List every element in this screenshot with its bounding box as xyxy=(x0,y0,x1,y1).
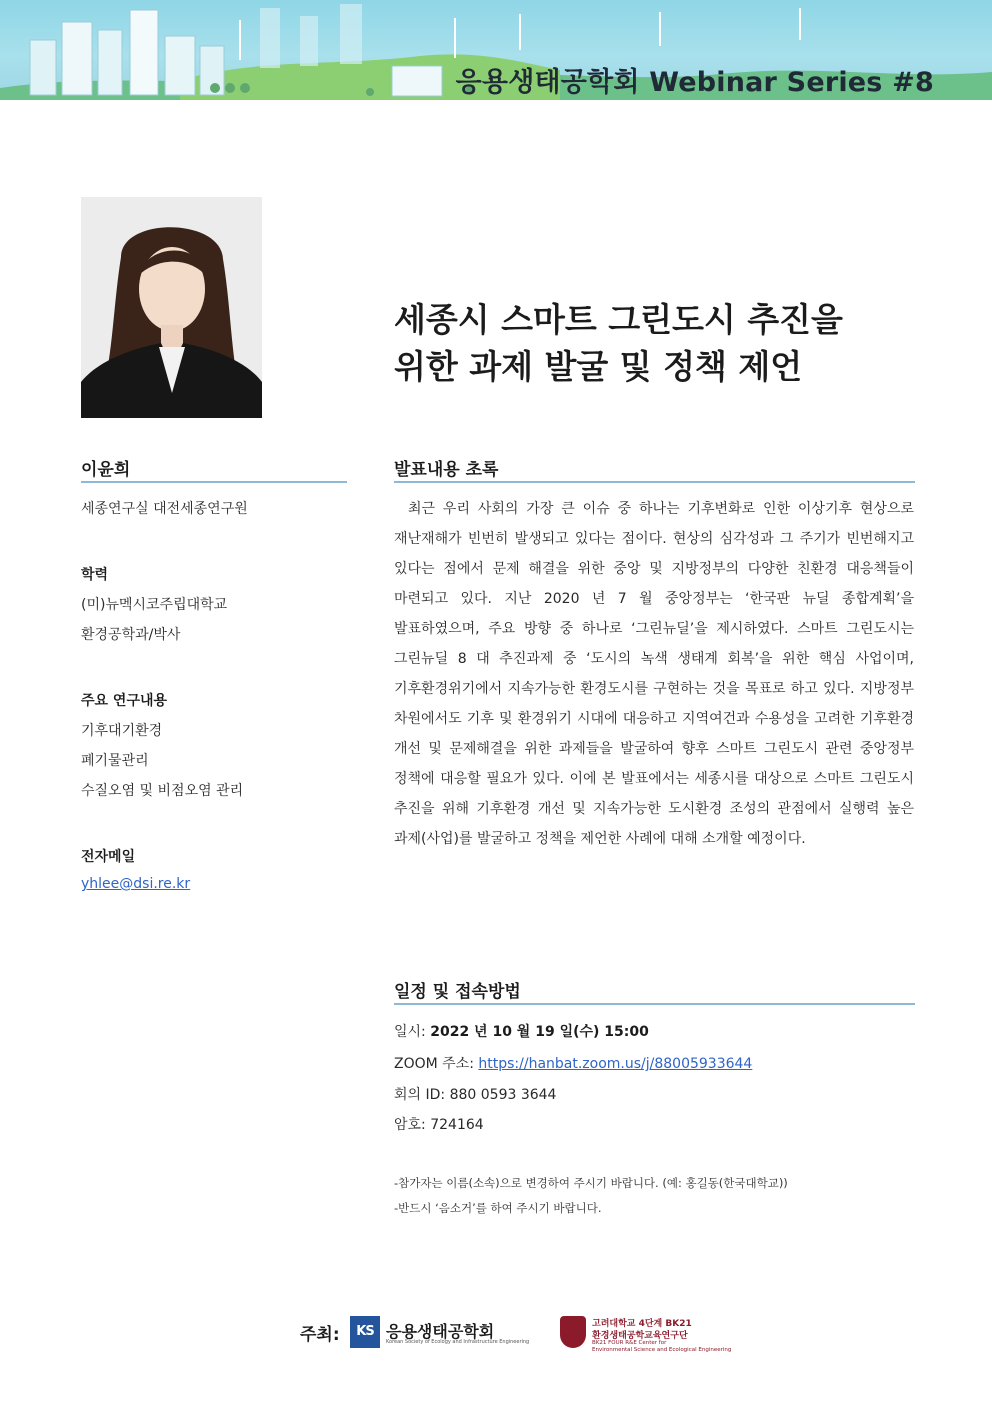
host-label: 주최: xyxy=(300,1325,340,1345)
abstract-heading: 발표내용 초록 xyxy=(394,460,499,480)
ku-english-line1: BK21 FOUR R&E Center for xyxy=(592,1340,667,1346)
password-label: 암호: xyxy=(394,1117,426,1133)
ku-group-name: 환경생태공학교육연구단 xyxy=(592,1331,688,1341)
date-label: 일시: xyxy=(394,1024,426,1040)
ku-bk21-line: 고려대학교 4단계 BK21 xyxy=(592,1319,692,1329)
research-heading: 주요 연구내용 xyxy=(81,693,168,709)
speaker-divider xyxy=(81,481,347,483)
korea-university-seal-icon xyxy=(560,1316,586,1348)
email-heading: 전자메일 xyxy=(81,849,136,865)
date-value: 2022 년 10 월 19 일(수) 15:00 xyxy=(430,1024,649,1040)
webinar-series-title: 응용생태공학회 Webinar Series #8 xyxy=(455,67,934,98)
zoom-label: ZOOM 주소: xyxy=(394,1056,474,1072)
ks-society-subtitle: Korean Society of Ecology and Infrastructure Engineering xyxy=(386,1339,530,1345)
speaker-affiliation: 세종연구실 대전세종연구원 xyxy=(81,501,248,517)
mute-note: -반드시 ‘음소거’를 하여 주시기 바랍니다. xyxy=(394,1201,602,1215)
research-item: 폐기물관리 xyxy=(81,753,149,769)
header-banner xyxy=(0,0,992,100)
password-row xyxy=(394,1114,484,1134)
abstract-divider xyxy=(394,481,915,483)
password-value: 724164 xyxy=(430,1117,484,1133)
education-item: (미)뉴멕시코주립대학교 xyxy=(81,597,228,613)
speaker-photo xyxy=(81,197,262,418)
schedule-divider xyxy=(394,1003,915,1005)
email-link[interactable]: yhlee@dsi.re.kr xyxy=(81,876,191,892)
education-heading: 학력 xyxy=(81,567,109,583)
research-item: 기후대기환경 xyxy=(81,723,163,739)
zoom-link[interactable]: https://hanbat.zoom.us/j/88005933644 xyxy=(478,1056,753,1072)
zoom-row xyxy=(394,1053,752,1073)
ks-logo: KS xyxy=(350,1316,380,1348)
abstract-text: 최근 우리 사회의 가장 큰 이슈 중 하나는 기후변화로 인한 이상기후 현상으로 재난재해가 빈번히 발생되고 있다는 점이다. 현상의 심각성과 그 주기가 빈번해지고 있다는 점에서 문제 해결을 위한 중앙 및 지방정부의 다양한 친환경 대응책들이 마련되고 있다. 지난 2020 년 7 월 중앙정부는 ‘한국판 뉴딜 종합계획’을 발표하였으며, 주요 방향 중 하나로 ‘그린뉴딜’을 제시하였다. 스마트 그린도시는 그린뉴딜 8 대 추진과제 중 ‘도시의 녹색 생태계 회복’을 위한 핵심 사업이며, 기후환경위기에서 지속가능한 환경도시를 구현하는 것을 목표로 하고 있다. 지방정부 차원에서도 기후 및 환경위기 시대에 대응하고 지역여건과 수용성을 고려한 기후환경 개선 및 문제해결을 위한 과제들을 발굴하여 향후 스마트 그린도시 관련 중앙정부 정책에 대응할 필요가 있다. 이에 본 발표에서는 세종시를 대상으로 스마트 그린도시 추진을 위해 기후환경 개선 및 지속가능한 도시환경 조성의 관점에서 실행력 높은 과제(사업)를 발굴하고 정책을 제언한 사례에 대해 소개할 예정이다. xyxy=(394,501,914,847)
ks-society-name: 응용생태공학회 xyxy=(386,1322,495,1341)
talk-title xyxy=(394,296,843,390)
meeting-id-label: 회의 ID: xyxy=(394,1087,446,1103)
ku-english-line2: Environmental Science and Ecological Engineering xyxy=(592,1347,732,1353)
education-item: 환경공학과/박사 xyxy=(81,627,181,643)
schedule-date-row xyxy=(394,1021,649,1041)
talk-title-line1: 세종시 스마트 그린도시 추진을 xyxy=(394,300,843,339)
speaker-name: 이윤희 xyxy=(81,460,131,480)
research-item: 수질오염 및 비점오염 관리 xyxy=(81,783,244,799)
schedule-heading: 일정 및 접속방법 xyxy=(394,982,521,1002)
meeting-id-row xyxy=(394,1084,556,1104)
participant-note: -참가자는 이름(소속)으로 변경하여 주시기 바랍니다. (예: 홍길동(한국대학교)) xyxy=(394,1176,788,1190)
talk-title-line2: 위한 과제 발굴 및 정책 제언 xyxy=(394,347,803,386)
meeting-id-value: 880 0593 3644 xyxy=(449,1087,557,1103)
